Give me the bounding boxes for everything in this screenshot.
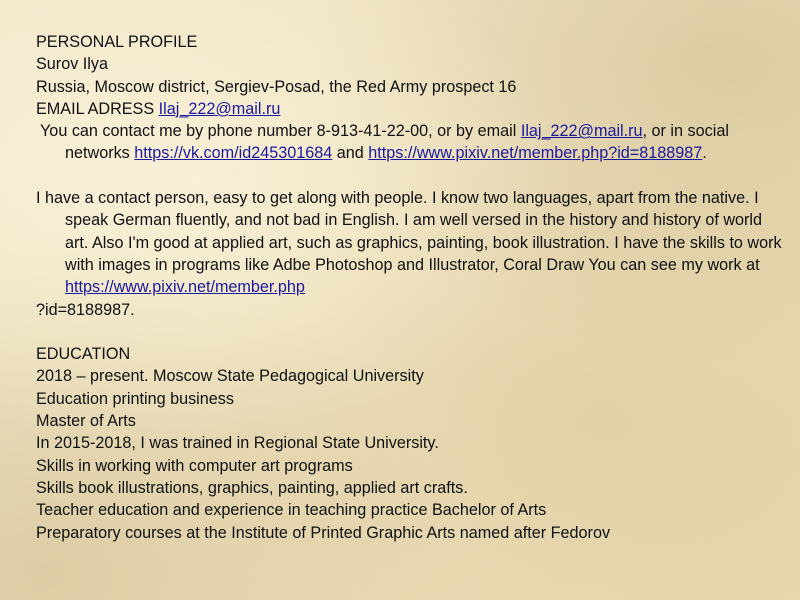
email-label: EMAIL ADRESS bbox=[36, 99, 159, 118]
email-line bbox=[36, 98, 788, 120]
address: Russia, Moscow district, Sergiev-Posad, the Red Army prospect 16 bbox=[36, 77, 517, 96]
spacer bbox=[36, 321, 788, 343]
contact-text-4: . bbox=[702, 144, 707, 163]
education-item: Teacher education and experience in teaching practice Bachelor of Arts bbox=[36, 501, 547, 520]
portfolio-link[interactable]: https://www.pixiv.net/member.php bbox=[65, 278, 305, 297]
education-item: In 2015-2018, I was trained in Regional State University. bbox=[36, 434, 439, 453]
contact-paragraph bbox=[36, 120, 788, 165]
contact-text-2: , or in social networks bbox=[65, 122, 729, 163]
about-continuation: ?id=8188987. bbox=[36, 300, 135, 319]
education-item: Skills in working with computer art programs bbox=[36, 456, 353, 475]
about-paragraph bbox=[36, 187, 788, 298]
email-link[interactable]: Ilaj_222@mail.ru bbox=[158, 99, 281, 118]
contact-text-1: You can contact me by phone number 8-913-41-22-00, or by email bbox=[40, 122, 521, 141]
resume-slide bbox=[36, 31, 788, 544]
profile-heading: PERSONAL PROFILE bbox=[36, 33, 198, 51]
education-item: Master of Arts bbox=[36, 412, 136, 431]
education-item: Preparatory courses at the Institute of Printed Graphic Arts named after Fedorov bbox=[36, 523, 611, 542]
contact-email-link[interactable]: Ilaj_222@mail.ru bbox=[520, 122, 643, 141]
person-name: Surov Ilya bbox=[36, 55, 108, 74]
pixiv-profile-link[interactable]: https://www.pixiv.net/member.php?id=8188987 bbox=[368, 144, 703, 163]
vk-link[interactable]: https://vk.com/id245301684 bbox=[134, 144, 333, 163]
education-heading: EDUCATION bbox=[36, 345, 131, 364]
education-item: 2018 – present. Moscow State Pedagogical University bbox=[36, 367, 424, 386]
spacer bbox=[36, 165, 788, 187]
education-item: Skills book illustrations, graphics, painting, applied art crafts. bbox=[36, 478, 468, 497]
education-item: Education printing business bbox=[36, 389, 234, 408]
contact-text-3: and bbox=[332, 144, 369, 163]
about-text: I have a contact person, easy to get along with people. I know two languages, apart from the native. I speak German fluently, and not bad in English. I am well versed in the history and history of world art. Also I'm good at applied art, such as graphics, painting, book illustration. I have the skills to work with images in programs like Adbe Photoshop and Illustrator, Coral Draw You can see my work at bbox=[36, 189, 782, 274]
